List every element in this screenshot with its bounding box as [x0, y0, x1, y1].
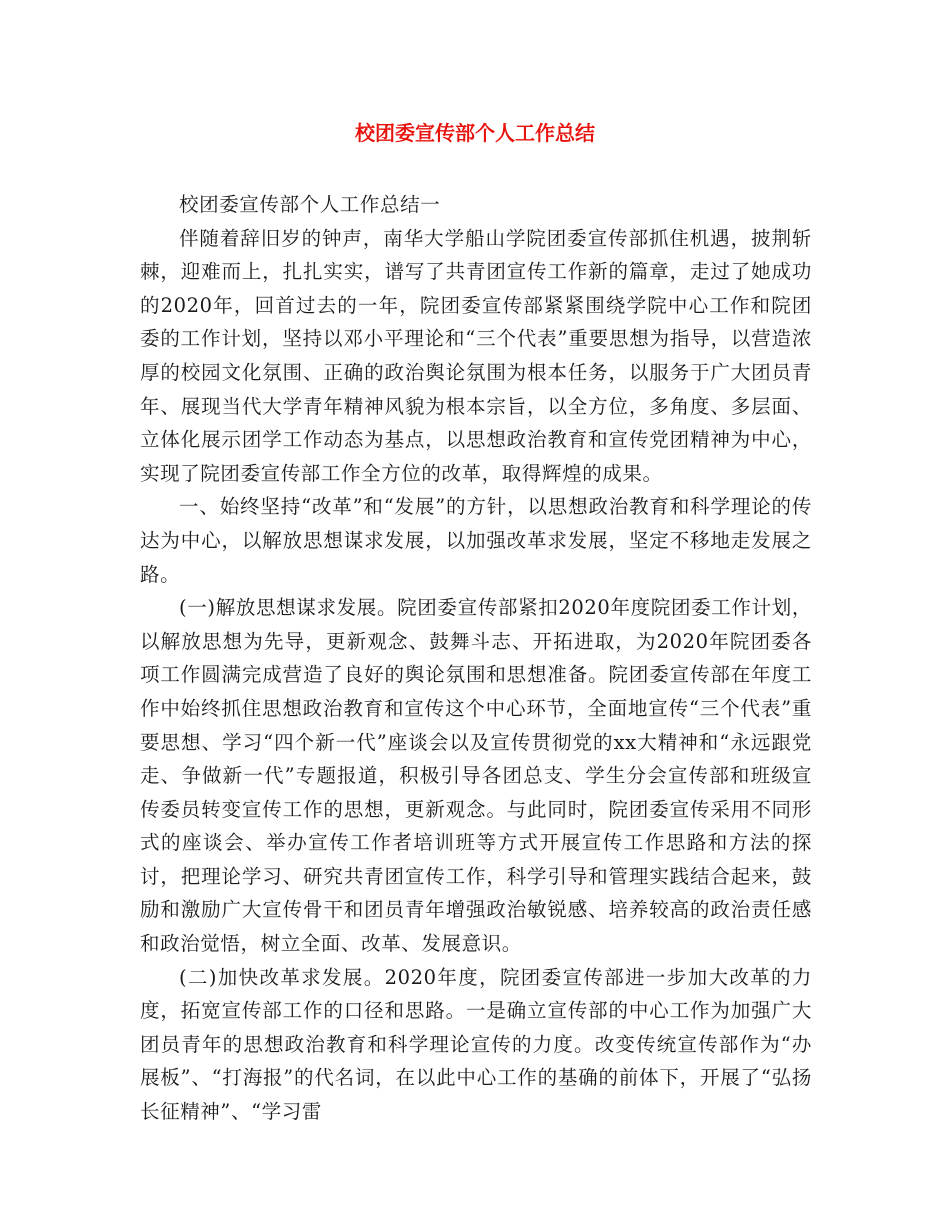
section-one-heading: 一、始终坚持“改革”和“发展”的方针，以思想政治教育和科学理论的传达为中心，以解放思想谋求发展，以加强改革求发展，坚定不移地走发展之路。 [140, 495, 812, 586]
document-body [140, 188, 812, 1129]
subsection-two-paragraph: (二)加快改革求发展。2020年度，院团委宣传部进一步加大改革的力度，拓宽宣传部工作的口径和思路。一是确立宣传部的中心工作为加强广大团员青年的思想政治教育和科学理论宣传的力度。改变传统宣传部作为“办展板”、“打海报”的代名词，在以此中心工作的基确的前体下，开展了“弘扬长征精神”、“学习雷 [140, 965, 812, 1124]
section-subtitle: 校团委宣传部个人工作总结一 [179, 193, 441, 216]
intro-paragraph: 伴随着辞旧岁的钟声，南华大学船山学院团委宣传部抓住机遇，披荆斩棘，迎难而上，扎扎实实，谱写了共青团宣传工作新的篇章，走过了她成功的2020年，回首过去的一年，院团委宣传部紧紧围绕学院中心工作和院团委的工作计划，坚持以邓小平理论和“三个代表”重要思想为指导，以营造浓厚的校园文化氛围、正确的政治舆论氛围为根本任务，以服务于广大团员青年、展现当代大学青年精神风貌为根本宗旨，以全方位，多角度、多层面、立体化展示团学工作动态为基点，以思想政治教育和宣传党团精神为中心，实现了院团委宣传部工作全方位的改革，取得辉煌的成果。 [140, 226, 812, 485]
document-title: 校团委宣传部个人工作总结 [355, 121, 595, 145]
subsection-one-paragraph: (一)解放思想谋求发展。院团委宣传部紧扣2020年度院团委工作计划，以解放思想为先导，更新观念、鼓舞斗志、开拓进取，为2020年院团委各项工作圆满完成营造了良好的舆论氛围和思想准备。院团委宣传部在年度工作中始终抓住思想政治教育和宣传这个中心环节，全面地宣传“三个代表”重要思想、学习“四个新一代”座谈会以及宣传贯彻党的xx大精神和“永远跟党走、争做新一代”专题报道，积极引导各团总支、学生分会宣传部和班级宣传委员转变宣传工作的思想，更新观念。与此同时，院团委宣传采用不同形式的座谈会、举办宣传工作者培训班等方式开展宣传工作思路和方法的探讨，把理论学习、研究共青团宣传工作，科学引导和管理实践结合起来，鼓励和激励广大宣传骨干和团员青年增强政治敏锐感、培养较高的政治责任感和政治觉悟，树立全面、改革、发展意识。 [140, 596, 812, 956]
